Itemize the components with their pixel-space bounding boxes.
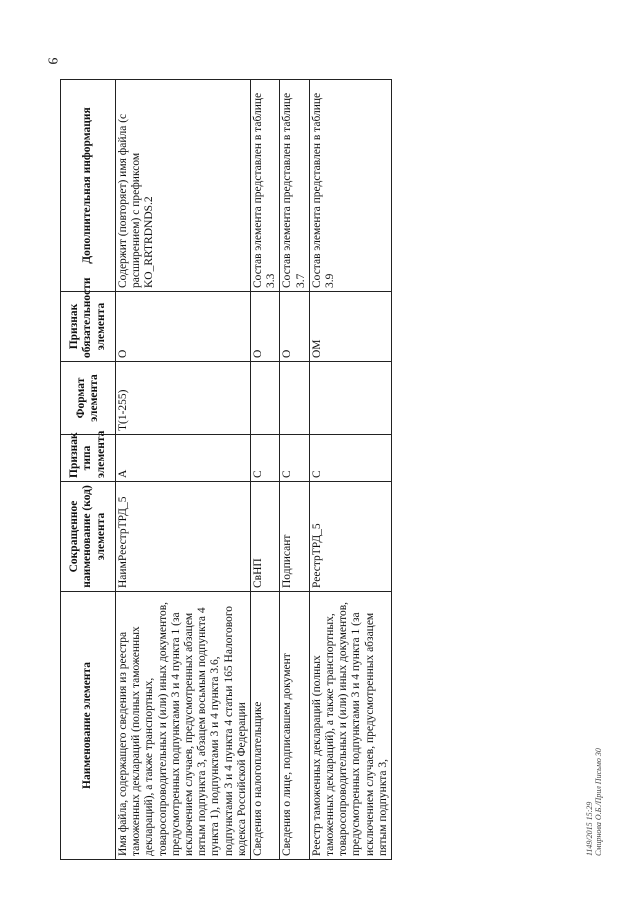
rotated-page-content [60,80,615,860]
col-header-code: Сокращенное наименование (код) элемента [61,482,116,592]
cell-code: Подписант [280,482,309,592]
cell-format: T(1-255) [116,362,251,435]
cell-name: Реестр таможенных деклараций (полных таможенных деклараций), а также транспортных, товаросопроводительных и (или) иных документов, предусмотренных подпунктами 3 и 4 пункта 1 (за исключением случаев, предусмотренных абзацем пятым подпункта 3, [309,592,391,860]
cell-name: Сведения о лице, подписавшем документ [280,592,309,860]
table-row [251,80,280,860]
col-header-type: Признак типа элемента [61,435,116,482]
table-row [309,80,391,860]
element-spec-table [60,79,392,860]
cell-required: О [280,292,309,362]
cell-type: С [251,435,280,482]
table-row [280,80,309,860]
cell-type: А [116,435,251,482]
table-row [116,80,251,860]
cell-type: С [280,435,309,482]
col-header-info: Дополнительная информация [61,80,116,292]
cell-info: Содержит (повторяет) имя файла (с расширением) с префиксом KO_RRTRDNDS.2 [116,80,251,292]
page-number: 9 [44,57,60,65]
cell-info: Состав элемента представлен в таблице 3.9 [309,80,391,292]
cell-required: ОМ [309,292,391,362]
cell-info: Состав элемента представлен в таблице 3.7 [280,80,309,292]
col-header-format: Формат элемента [61,362,116,435]
cell-name: Сведения о налогоплательщике [251,592,280,860]
table-header-row [61,80,116,860]
cell-format [251,362,280,435]
col-header-required: Признак обязательности элемента [61,292,116,362]
footer-stamp-date: 1149/2015 15:29 [585,801,594,856]
cell-format [280,362,309,435]
cell-code: НаимРеестрТРД_5 [116,482,251,592]
footer-stamp-author: Смирнова О.Б./Прил Письмо 30 [594,748,603,856]
cell-required: О [251,292,280,362]
cell-code: СвНП [251,482,280,592]
cell-info: Состав элемента представлен в таблице 3.3 [251,80,280,292]
col-header-name: Наименование элемента [61,592,116,860]
cell-format [309,362,391,435]
cell-code: РеестрТРД_5 [309,482,391,592]
cell-name: Имя файла, содержащего сведения из реестра таможенных деклараций (полных таможенных деклараций), а также транспортных, товаросопроводительных и (или) иных документов, предусмотренных подпунктами 3 и 4 пункта 1 (за исключением случаев, предусмотренных абзацем пятым подпункта 3, абзацем восьмым подпункта 4 пункта 1), подпунктами 3 и 4 пункта 3.6, подпунктами 3 и 4 пункта 4 статьи 165 Налогового кодекса Российской Федерации [116,592,251,860]
cell-type: С [309,435,391,482]
cell-required: О [116,292,251,362]
